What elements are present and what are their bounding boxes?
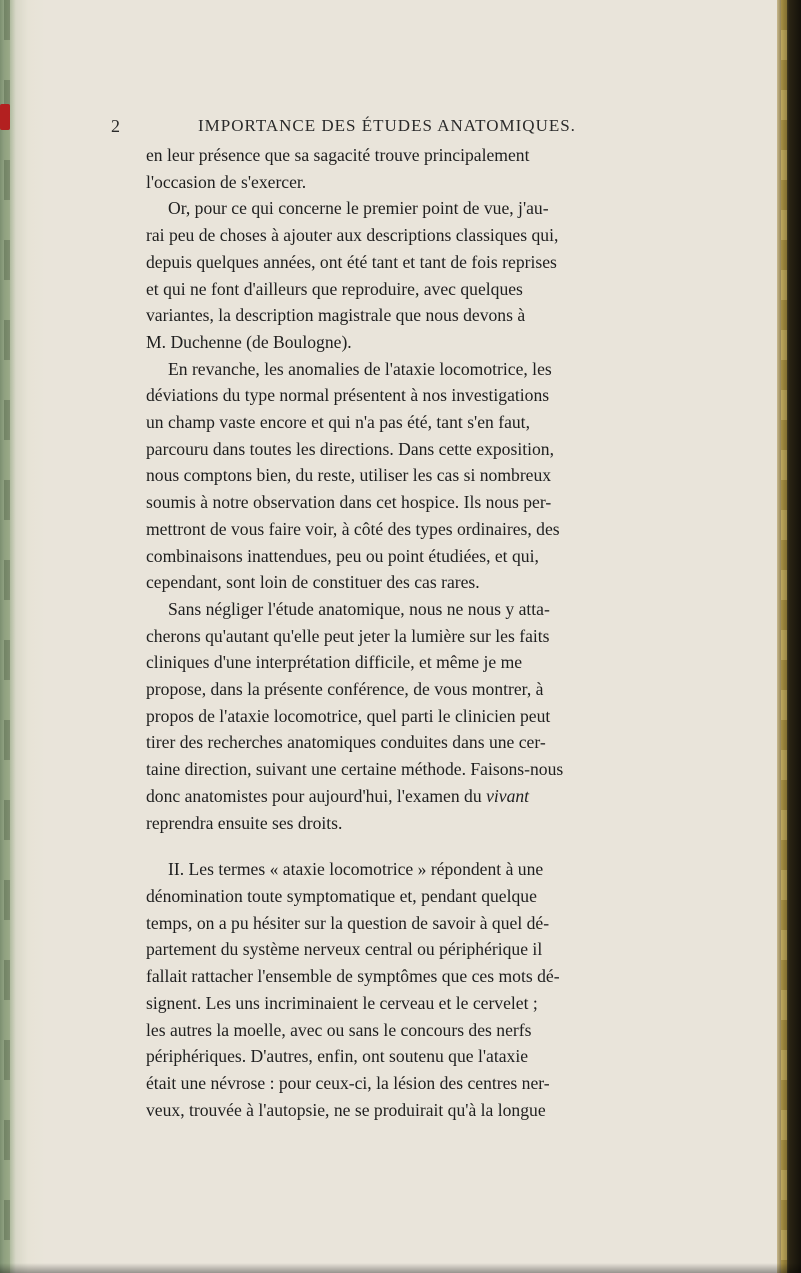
page-number: 2 [111,116,120,136]
text-line: dénomination toute symptomatique et, pendant quelque [146,885,537,906]
text-line [146,783,742,810]
text-line: mettront de vous faire voir, à côté des types ordinaires, des [146,518,560,539]
text-line: tirer des recherches anatomiques conduites dans une cer- [146,732,546,753]
text-line: variantes, la description magistrale que nous devons à [146,305,526,326]
text-line: Or, pour ce qui concerne le premier point de vue, j'au- [168,198,549,219]
binding-stripe [4,0,10,1273]
text-line: cliniques d'une interprétation difficile, et même je me [146,652,523,673]
text-line: cependant, sont loin de constituer des cas rares. [146,572,480,593]
text-line: reprendra ensuite ses droits. [146,812,343,833]
text-line: Sans négliger l'étude anatomique, nous ne nous y atta- [168,598,550,619]
text-line: signent. Les uns incriminaient le cerveau et le cervelet ; [146,992,538,1013]
text-line: était une névrose : pour ceux-ci, la lésion des centres ner- [146,1072,550,1093]
running-title: IMPORTANCE DES ÉTUDES ANATOMIQUES. [198,116,576,135]
text-line: soumis à notre observation dans cet hospice. Ils nous per- [146,492,552,513]
text-line: taine direction, suivant une certaine méthode. Faisons-nous [146,759,564,780]
text-line: un champ vaste encore et qui n'a pas été, tant s'en faut, [146,412,530,433]
text-line: depuis quelques années, ont été tant et tant de fois reprises [146,251,557,272]
text-line: temps, on a pu hésiter sur la question de savoir à quel dé- [146,912,550,933]
gilt-edge [781,0,787,1273]
text-line: l'occasion de s'exercer. [146,171,307,192]
text-line: propos de l'ataxie locomotrice, quel parti le clinicien peut [146,705,551,726]
text-line: cherons qu'autant qu'elle peut jeter la lumière sur les faits [146,625,550,646]
text-line: les autres la moelle, avec ou sans le concours des nerfs [146,1019,532,1040]
text-line: fallait rattacher l'ensemble de symptômes que ces mots dé- [146,966,560,987]
italic-word: vivant [486,785,530,806]
text-line: et qui ne font d'ailleurs que reproduire, avec quelques [146,278,523,299]
text-line: combinaisons inattendues, peu ou point étudiées, et qui, [146,545,539,566]
text-fragment: donc anatomistes pour aujourd'hui, l'examen du [146,785,487,806]
text-line: parcouru dans toutes les directions. Dans cette exposition, [146,438,554,459]
text-line: M. Duchenne (de Boulogne). [146,331,352,352]
text-line: déviations du type normal présentent à nos investigations [146,385,550,406]
text-line: périphériques. D'autres, enfin, ont soutenu que l'ataxie [146,1046,529,1067]
bottom-shadow [0,1263,801,1273]
text-line: veux, trouvée à l'autopsie, ne se produirait qu'à la longue [146,1099,546,1120]
text-line: rai peu de choses à ajouter aux descriptions classiques qui, [146,225,559,246]
text-line: en leur présence que sa sagacité trouve principalement [146,145,530,165]
section-gap [146,836,742,856]
text-line: partement du système nerveux central ou périphérique il [146,939,543,960]
text-line: II. Les termes « ataxie locomotrice » répondent à une [168,859,544,880]
text-line: nous comptons bien, du reste, utiliser les cas si nombreux [146,465,552,486]
bookmark-mark [0,104,10,130]
body-text [146,142,742,1123]
text-line: propose, dans la présente conférence, de vous montrer, à [146,679,544,700]
text-line: En revanche, les anomalies de l'ataxie locomotrice, les [168,358,552,379]
